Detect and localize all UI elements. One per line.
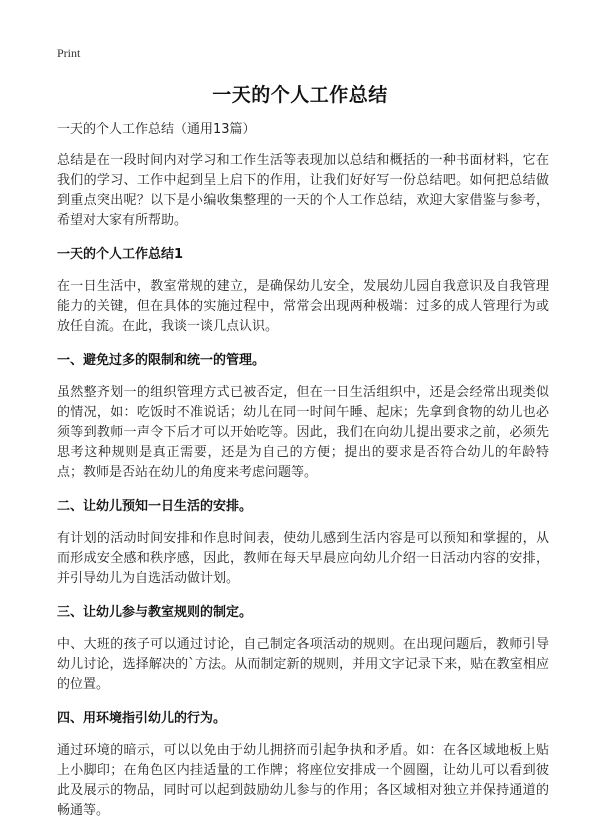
section-heading: 一天的个人工作总结1 xyxy=(57,247,184,262)
document-body xyxy=(57,120,549,835)
page-title: 一天的个人工作总结 xyxy=(212,84,388,106)
document-subtitle: 一天的个人工作总结（通用13篇） xyxy=(57,122,256,137)
point-heading-2: 二、让幼儿预知一日生活的安排。 xyxy=(57,499,253,514)
intro-paragraph: 总结是在一段时间内对学习和工作生活等表现加以总结和概括的一种书面材料，它在我们的学习、工作中起到呈上启下的作用，让我们好好写一份总结吧。如何把总结做到重点突出呢？以下是小编收集整理的一天的个人工作总结，欢迎大家借鉴与参考，希望对大家有所帮助。 xyxy=(57,153,549,228)
print-link[interactable]: Print xyxy=(57,46,81,60)
point-heading-4: 四、用环境指引幼儿的行为。 xyxy=(57,711,227,726)
point-paragraph-1: 虽然整齐划一的组织管理方式已被否定，但在一日生活组织中，还是会经常出现类似的情况，如：吃饭时不准说话；幼儿在同一时间午睡、起床；先拿到食物的幼儿也必须等到教师一声令下后才可以开始吃等。因此，我们在向幼儿提出要求之前，必须先思考这种规则是真正需要，还是为自己的方便；提出的要求是否符合幼儿的年龄特点；教师是否站在幼儿的角度来考虑问题等。 xyxy=(57,385,549,480)
point-paragraph-2: 有计划的活动时间安排和作息时间表，使幼儿感到生活内容是可以预知和掌握的，从而形成安全感和秩序感，因此，教师在每天早晨应向幼儿介绍一日活动内容的安排，并引导幼儿为自选活动做计划。 xyxy=(57,531,549,586)
point-heading-1: 一、避免过多的限制和统一的管理。 xyxy=(57,353,266,368)
point-paragraph-4: 通过环境的暗示，可以以免由于幼儿拥挤而引起争执和矛盾。如：在各区域地板上贴上小脚印；在角色区内挂适量的工作牌；将座位安排成一个圆圈，让幼儿可以看到彼此及展示的物品，同时可以起到鼓励幼儿参与的作用；各区域相对独立并保持通道的畅通等。 xyxy=(57,743,549,818)
section-paragraph: 在一日生活中，教室常规的建立，是确保幼儿安全，发展幼儿园自我意识及自我管理能力的关键，但在具体的实施过程中，常常会出现两种极端：过多的成人管理行为或放任自流。在此，我谈一谈几点认识。 xyxy=(57,279,549,334)
point-heading-3: 三、让幼儿参与教室规则的制定。 xyxy=(57,605,253,620)
point-paragraph-3: 中、大班的孩子可以通过讨论，自己制定各项活动的规则。在出现问题后，教师引导幼儿讨论，选择解决的`方法。从而制定新的规则，并用文字记录下来，贴在教室相应的位置。 xyxy=(57,637,549,692)
